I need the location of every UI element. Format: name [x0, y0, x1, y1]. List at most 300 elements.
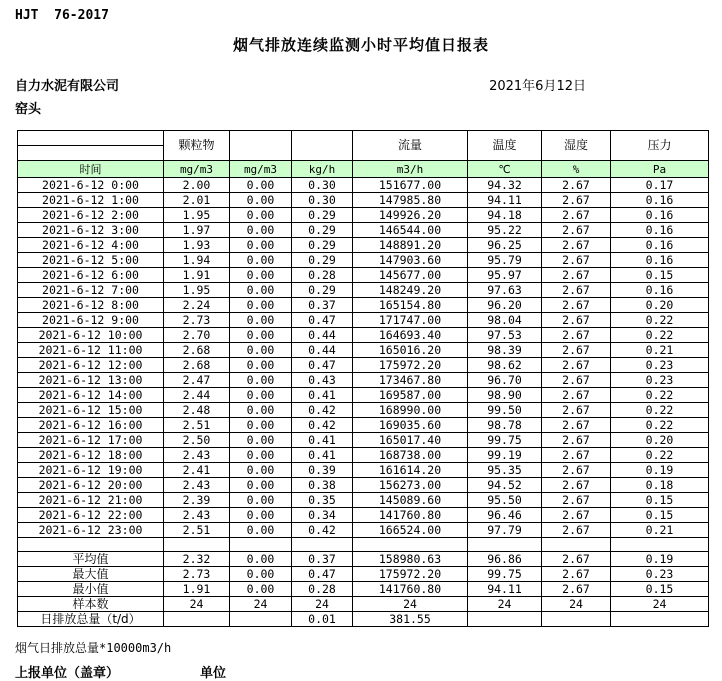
- value-cell: 151677.00: [353, 178, 468, 193]
- summary-value-cell: 141760.80: [353, 582, 468, 597]
- time-cell: 2021-6-12 10:00: [18, 328, 164, 343]
- value-cell: 2.67: [542, 493, 611, 508]
- col-header-humidity: 湿度: [542, 131, 611, 161]
- value-cell: 0.38: [292, 478, 353, 493]
- table-row: [18, 463, 709, 478]
- value-cell: 0.28: [292, 268, 353, 283]
- summary-row: [18, 567, 709, 582]
- table-row: [18, 388, 709, 403]
- value-cell: 2.67: [542, 253, 611, 268]
- value-cell: 2.67: [542, 373, 611, 388]
- table-row: [18, 508, 709, 523]
- empty-cell: [292, 538, 353, 552]
- station-name: 窑头: [15, 102, 42, 117]
- value-cell: 0.00: [230, 343, 292, 358]
- time-header-bottom-cell: [18, 146, 164, 161]
- summary-value-cell: 2.67: [542, 567, 611, 582]
- report-date: 2021年6月12日: [489, 79, 586, 94]
- time-cell: 2021-6-12 3:00: [18, 223, 164, 238]
- value-cell: 0.22: [611, 328, 709, 343]
- table-row: [18, 223, 709, 238]
- value-cell: 1.91: [164, 268, 230, 283]
- meta-row: [15, 75, 722, 94]
- summary-value-cell: 0.00: [230, 567, 292, 582]
- value-cell: 0.29: [292, 238, 353, 253]
- value-cell: 0.00: [230, 433, 292, 448]
- header-group-row-top: [18, 131, 709, 146]
- table-row: [18, 478, 709, 493]
- table-row: [18, 493, 709, 508]
- time-cell: 2021-6-12 12:00: [18, 358, 164, 373]
- value-cell: 2.67: [542, 313, 611, 328]
- value-cell: 0.20: [611, 433, 709, 448]
- value-cell: 2.67: [542, 328, 611, 343]
- value-cell: 148249.20: [353, 283, 468, 298]
- value-cell: 2.00: [164, 178, 230, 193]
- value-cell: 2.67: [542, 268, 611, 283]
- value-cell: 0.15: [611, 508, 709, 523]
- value-cell: 0.19: [611, 463, 709, 478]
- value-cell: 0.41: [292, 388, 353, 403]
- value-cell: 1.95: [164, 283, 230, 298]
- value-cell: 0.23: [611, 373, 709, 388]
- summary-value-cell: 24: [611, 597, 709, 612]
- time-column-header: 时间: [18, 161, 164, 178]
- col-header-temperature: 温度: [468, 131, 542, 161]
- value-cell: 0.22: [611, 403, 709, 418]
- value-cell: 2.67: [542, 223, 611, 238]
- value-cell: 95.79: [468, 253, 542, 268]
- value-cell: 165154.80: [353, 298, 468, 313]
- value-cell: 165017.40: [353, 433, 468, 448]
- value-cell: 97.53: [468, 328, 542, 343]
- summary-value-cell: 0.37: [292, 552, 353, 567]
- value-cell: 0.00: [230, 238, 292, 253]
- empty-cell: [164, 538, 230, 552]
- value-cell: 145677.00: [353, 268, 468, 283]
- value-cell: 2.67: [542, 343, 611, 358]
- summary-value-cell: 0.19: [611, 552, 709, 567]
- value-cell: 0.44: [292, 328, 353, 343]
- value-cell: 96.20: [468, 298, 542, 313]
- col-header-blank-2: [292, 131, 353, 161]
- value-cell: 0.30: [292, 193, 353, 208]
- value-cell: 173467.80: [353, 373, 468, 388]
- value-cell: 145089.60: [353, 493, 468, 508]
- value-cell: 0.00: [230, 253, 292, 268]
- value-cell: 1.94: [164, 253, 230, 268]
- value-cell: 2.50: [164, 433, 230, 448]
- value-cell: 98.62: [468, 358, 542, 373]
- value-cell: 2.67: [542, 433, 611, 448]
- summary-label: 平均值: [18, 552, 164, 567]
- table-row: [18, 268, 709, 283]
- summary-row: [18, 582, 709, 597]
- value-cell: 96.70: [468, 373, 542, 388]
- summary-value-cell: [164, 612, 230, 627]
- value-cell: 0.22: [611, 313, 709, 328]
- empty-cell: [611, 538, 709, 552]
- value-cell: 2.67: [542, 388, 611, 403]
- summary-label: 最小值: [18, 582, 164, 597]
- value-cell: 0.21: [611, 523, 709, 538]
- time-cell: 2021-6-12 2:00: [18, 208, 164, 223]
- value-cell: 2.68: [164, 358, 230, 373]
- value-cell: 0.29: [292, 223, 353, 238]
- summary-row: [18, 597, 709, 612]
- value-cell: 2.67: [542, 448, 611, 463]
- value-cell: 0.47: [292, 358, 353, 373]
- summary-value-cell: 99.75: [468, 567, 542, 582]
- value-cell: 147903.60: [353, 253, 468, 268]
- col-header-flow: 流量: [353, 131, 468, 161]
- value-cell: 0.00: [230, 373, 292, 388]
- value-cell: 0.00: [230, 388, 292, 403]
- data-rows: [18, 178, 709, 538]
- value-cell: 1.97: [164, 223, 230, 238]
- value-cell: 2.67: [542, 523, 611, 538]
- value-cell: 99.50: [468, 403, 542, 418]
- value-cell: 99.19: [468, 448, 542, 463]
- value-cell: 98.39: [468, 343, 542, 358]
- value-cell: 0.00: [230, 523, 292, 538]
- value-cell: 97.79: [468, 523, 542, 538]
- table-row: [18, 373, 709, 388]
- value-cell: 0.00: [230, 223, 292, 238]
- value-cell: 0.35: [292, 493, 353, 508]
- summary-value-cell: 24: [230, 597, 292, 612]
- summary-value-cell: 24: [353, 597, 468, 612]
- footer-line: [15, 662, 722, 681]
- summary-value-cell: 381.55: [353, 612, 468, 627]
- value-cell: 175972.20: [353, 358, 468, 373]
- table-row: [18, 433, 709, 448]
- value-cell: 0.23: [611, 358, 709, 373]
- value-cell: 149926.20: [353, 208, 468, 223]
- summary-label: 样本数: [18, 597, 164, 612]
- table-row: [18, 298, 709, 313]
- value-cell: 0.42: [292, 403, 353, 418]
- value-cell: 161614.20: [353, 463, 468, 478]
- summary-value-cell: 2.32: [164, 552, 230, 567]
- time-cell: 2021-6-12 7:00: [18, 283, 164, 298]
- value-cell: 0.34: [292, 508, 353, 523]
- value-cell: 0.00: [230, 193, 292, 208]
- table-row: [18, 448, 709, 463]
- value-cell: 0.18: [611, 478, 709, 493]
- value-cell: 0.00: [230, 208, 292, 223]
- value-cell: 148891.20: [353, 238, 468, 253]
- col-header-pressure: 压力: [611, 131, 709, 161]
- value-cell: 2.67: [542, 208, 611, 223]
- value-cell: 2.67: [542, 508, 611, 523]
- value-cell: 0.00: [230, 358, 292, 373]
- time-cell: 2021-6-12 18:00: [18, 448, 164, 463]
- summary-value-cell: 0.15: [611, 582, 709, 597]
- value-cell: 169587.00: [353, 388, 468, 403]
- summary-row: [18, 552, 709, 567]
- value-cell: 2.67: [542, 358, 611, 373]
- value-cell: 0.41: [292, 433, 353, 448]
- time-cell: 2021-6-12 14:00: [18, 388, 164, 403]
- table-row: [18, 283, 709, 298]
- value-cell: 2.39: [164, 493, 230, 508]
- report-unit-label: 上报单位（盖章）: [15, 666, 120, 681]
- unit-label: 单位: [200, 666, 227, 681]
- value-cell: 0.15: [611, 268, 709, 283]
- value-cell: 166524.00: [353, 523, 468, 538]
- value-cell: 0.20: [611, 298, 709, 313]
- value-cell: 98.90: [468, 388, 542, 403]
- value-cell: 2.51: [164, 418, 230, 433]
- value-cell: 2.48: [164, 403, 230, 418]
- time-cell: 2021-6-12 15:00: [18, 403, 164, 418]
- value-cell: 0.16: [611, 223, 709, 238]
- empty-cell: [18, 538, 164, 552]
- value-cell: 2.67: [542, 403, 611, 418]
- time-cell: 2021-6-12 4:00: [18, 238, 164, 253]
- table-row: [18, 418, 709, 433]
- flow-total-note: 烟气日排放总量*10000m3/h: [15, 641, 172, 655]
- value-cell: 147985.80: [353, 193, 468, 208]
- time-cell: 2021-6-12 17:00: [18, 433, 164, 448]
- unit-pressure: Pa: [611, 161, 709, 178]
- summary-label: 最大值: [18, 567, 164, 582]
- header-units-row: [18, 161, 709, 178]
- summary-value-cell: 0.00: [230, 552, 292, 567]
- empty-cell: [230, 538, 292, 552]
- summary-value-cell: 2.67: [542, 552, 611, 567]
- table-row: [18, 238, 709, 253]
- time-header-top-cell: [18, 131, 164, 146]
- value-cell: 2.43: [164, 448, 230, 463]
- value-cell: 2.67: [542, 178, 611, 193]
- summary-value-cell: 0.01: [292, 612, 353, 627]
- value-cell: 0.44: [292, 343, 353, 358]
- time-cell: 2021-6-12 13:00: [18, 373, 164, 388]
- summary-row: [18, 612, 709, 627]
- time-cell: 2021-6-12 0:00: [18, 178, 164, 193]
- value-cell: 2.67: [542, 283, 611, 298]
- table-row: [18, 193, 709, 208]
- value-cell: 164693.40: [353, 328, 468, 343]
- value-cell: 0.29: [292, 253, 353, 268]
- table-row: [18, 328, 709, 343]
- table-row: [18, 403, 709, 418]
- value-cell: 0.15: [611, 493, 709, 508]
- report-table: [17, 130, 709, 627]
- value-cell: 95.50: [468, 493, 542, 508]
- time-cell: 2021-6-12 21:00: [18, 493, 164, 508]
- value-cell: 97.63: [468, 283, 542, 298]
- value-cell: 2.68: [164, 343, 230, 358]
- value-cell: 0.00: [230, 493, 292, 508]
- value-cell: 2.24: [164, 298, 230, 313]
- value-cell: 0.00: [230, 313, 292, 328]
- value-cell: 0.16: [611, 208, 709, 223]
- value-cell: 0.00: [230, 448, 292, 463]
- value-cell: 0.22: [611, 388, 709, 403]
- value-cell: 2.67: [542, 193, 611, 208]
- value-cell: 0.00: [230, 478, 292, 493]
- value-cell: 2.41: [164, 463, 230, 478]
- time-cell: 2021-6-12 5:00: [18, 253, 164, 268]
- value-cell: 95.22: [468, 223, 542, 238]
- col-header-blank-1: [230, 131, 292, 161]
- value-cell: 0.00: [230, 298, 292, 313]
- unit-emission-rate: kg/h: [292, 161, 353, 178]
- summary-value-cell: 24: [468, 597, 542, 612]
- value-cell: 0.21: [611, 343, 709, 358]
- value-cell: 2.51: [164, 523, 230, 538]
- time-cell: 2021-6-12 8:00: [18, 298, 164, 313]
- time-cell: 2021-6-12 23:00: [18, 523, 164, 538]
- table-row: [18, 523, 709, 538]
- summary-value-cell: [468, 612, 542, 627]
- value-cell: 0.00: [230, 283, 292, 298]
- value-cell: 2.67: [542, 238, 611, 253]
- value-cell: 168990.00: [353, 403, 468, 418]
- value-cell: 0.16: [611, 193, 709, 208]
- summary-value-cell: [611, 612, 709, 627]
- time-cell: 2021-6-12 9:00: [18, 313, 164, 328]
- unit-temperature: ℃: [468, 161, 542, 178]
- value-cell: 0.29: [292, 283, 353, 298]
- summary-value-cell: 175972.20: [353, 567, 468, 582]
- value-cell: 0.00: [230, 328, 292, 343]
- value-cell: 94.11: [468, 193, 542, 208]
- value-cell: 2.47: [164, 373, 230, 388]
- table-row: [18, 313, 709, 328]
- value-cell: 1.93: [164, 238, 230, 253]
- value-cell: 0.00: [230, 508, 292, 523]
- time-cell: 2021-6-12 6:00: [18, 268, 164, 283]
- value-cell: 0.00: [230, 178, 292, 193]
- spacer-row: [18, 538, 709, 552]
- summary-value-cell: [230, 612, 292, 627]
- value-cell: 0.29: [292, 208, 353, 223]
- value-cell: 2.44: [164, 388, 230, 403]
- value-cell: 2.43: [164, 478, 230, 493]
- time-cell: 2021-6-12 19:00: [18, 463, 164, 478]
- value-cell: 98.04: [468, 313, 542, 328]
- company-name: 自力水泥有限公司: [15, 79, 120, 94]
- unit-particulate-concentration: mg/m3: [164, 161, 230, 178]
- summary-value-cell: 24: [542, 597, 611, 612]
- summary-value-cell: 94.11: [468, 582, 542, 597]
- summary-value-cell: 0.47: [292, 567, 353, 582]
- report-title: 烟气排放连续监测小时平均值日报表: [232, 36, 489, 54]
- summary-rows: [18, 538, 709, 627]
- empty-cell: [542, 538, 611, 552]
- standard-code: HJT 76-2017: [15, 8, 109, 23]
- col-header-particulate: 颗粒物: [164, 131, 230, 161]
- table-row: [18, 208, 709, 223]
- time-cell: 2021-6-12 1:00: [18, 193, 164, 208]
- value-cell: 0.00: [230, 403, 292, 418]
- time-cell: 2021-6-12 16:00: [18, 418, 164, 433]
- value-cell: 165016.20: [353, 343, 468, 358]
- value-cell: 98.78: [468, 418, 542, 433]
- value-cell: 168738.00: [353, 448, 468, 463]
- value-cell: 0.17: [611, 178, 709, 193]
- value-cell: 0.00: [230, 418, 292, 433]
- value-cell: 0.00: [230, 463, 292, 478]
- value-cell: 0.42: [292, 418, 353, 433]
- unit-humidity: %: [542, 161, 611, 178]
- time-cell: 2021-6-12 20:00: [18, 478, 164, 493]
- summary-value-cell: 24: [164, 597, 230, 612]
- value-cell: 0.22: [611, 418, 709, 433]
- value-cell: 0.30: [292, 178, 353, 193]
- value-cell: 0.43: [292, 373, 353, 388]
- table-row: [18, 343, 709, 358]
- summary-value-cell: 158980.63: [353, 552, 468, 567]
- unit-flow: m3/h: [353, 161, 468, 178]
- value-cell: 94.18: [468, 208, 542, 223]
- summary-value-cell: 1.91: [164, 582, 230, 597]
- summary-value-cell: 0.00: [230, 582, 292, 597]
- value-cell: 156273.00: [353, 478, 468, 493]
- value-cell: 96.25: [468, 238, 542, 253]
- value-cell: 0.39: [292, 463, 353, 478]
- empty-cell: [468, 538, 542, 552]
- summary-value-cell: 0.23: [611, 567, 709, 582]
- value-cell: 95.97: [468, 268, 542, 283]
- value-cell: 99.75: [468, 433, 542, 448]
- value-cell: 94.32: [468, 178, 542, 193]
- value-cell: 2.73: [164, 313, 230, 328]
- value-cell: 1.95: [164, 208, 230, 223]
- value-cell: 0.16: [611, 253, 709, 268]
- value-cell: 0.42: [292, 523, 353, 538]
- value-cell: 169035.60: [353, 418, 468, 433]
- value-cell: 0.37: [292, 298, 353, 313]
- summary-value-cell: [542, 612, 611, 627]
- summary-value-cell: 0.28: [292, 582, 353, 597]
- time-cell: 2021-6-12 11:00: [18, 343, 164, 358]
- summary-value-cell: 96.86: [468, 552, 542, 567]
- value-cell: 2.43: [164, 508, 230, 523]
- value-cell: 0.00: [230, 268, 292, 283]
- empty-cell: [353, 538, 468, 552]
- value-cell: 95.35: [468, 463, 542, 478]
- value-cell: 146544.00: [353, 223, 468, 238]
- value-cell: 171747.00: [353, 313, 468, 328]
- value-cell: 0.22: [611, 448, 709, 463]
- value-cell: 2.67: [542, 478, 611, 493]
- value-cell: 2.67: [542, 418, 611, 433]
- summary-label: 日排放总量（t/d）: [18, 612, 164, 627]
- unit-second-concentration: mg/m3: [230, 161, 292, 178]
- value-cell: 94.52: [468, 478, 542, 493]
- value-cell: 2.01: [164, 193, 230, 208]
- summary-value-cell: 24: [292, 597, 353, 612]
- table-row: [18, 178, 709, 193]
- value-cell: 2.70: [164, 328, 230, 343]
- summary-value-cell: 2.67: [542, 582, 611, 597]
- value-cell: 0.16: [611, 238, 709, 253]
- value-cell: 0.41: [292, 448, 353, 463]
- summary-value-cell: 2.73: [164, 567, 230, 582]
- value-cell: 96.46: [468, 508, 542, 523]
- value-cell: 2.67: [542, 463, 611, 478]
- table-row: [18, 358, 709, 373]
- value-cell: 0.47: [292, 313, 353, 328]
- value-cell: 2.67: [542, 298, 611, 313]
- table-row: [18, 253, 709, 268]
- time-cell: 2021-6-12 22:00: [18, 508, 164, 523]
